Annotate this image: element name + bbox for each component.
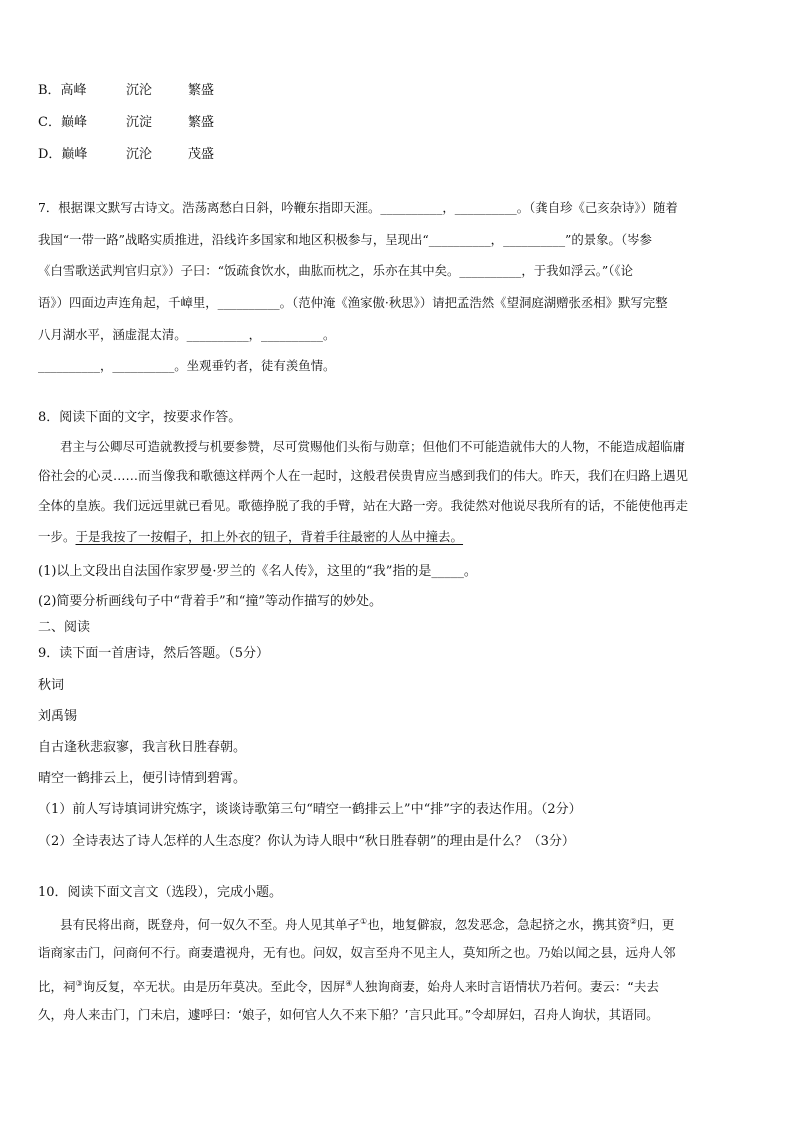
option-d <box>38 146 215 164</box>
q10-text: 也，地复僻寂，忽发恶念，急起挤之水，携其资 <box>367 917 630 933</box>
q8-sub1: (1)以上文段出自法国作家罗曼·罗兰的《名人传》，这里的“我”指的是_____。 <box>38 564 477 579</box>
option-d-word2: 沉沦 <box>126 147 153 162</box>
q10-para-line3 <box>38 975 659 996</box>
poem-line2: 晴空一鹤排云上，便引诗情到碧霄。 <box>38 771 247 786</box>
footnote-marker: ④ <box>345 979 353 988</box>
footnote-marker: ② <box>629 917 637 926</box>
poem-author: 刘禹锡 <box>38 709 78 724</box>
q10-text: 人独询商妻，始舟人来时言语情状乃若何。妻云：“夫去 <box>352 979 659 995</box>
option-c-word3: 繁盛 <box>188 115 215 130</box>
q10-text: 询反复，卒无状。由是历年莫决。至此令，因屏 <box>82 979 346 995</box>
q7-line2: 我国“一带一路”战略实质推进，沿线许多国家和地区积极参与，呈现出“__________，__________”的景象。（岑参 <box>38 232 652 247</box>
q8-para-line1: 君主与公卿尽可造就教授与机要参赞，尽可赏赐他们头衔与勋章；但他们不可能造就伟大的人物，不能造成超临庸 <box>60 439 686 454</box>
q10-text: 县有民将出商，既登舟，何一奴久不至。舟人见其单孑 <box>60 917 361 933</box>
q9-title: 9．读下面一首唐诗，然后答题。（5分） <box>38 646 270 661</box>
q10-para-line4: 久，舟人来击门，门未启，遽呼曰：‘娘子，如何官人久不来下船？’言只此耳。”令却屏妇，召舟人询状，其语同。 <box>38 1007 659 1022</box>
q8-para-start: 一步。 <box>38 529 76 544</box>
q10-para-line2: 诣商家击门，问商何不行。商妻遣视舟，无有也。问奴，奴言至舟不见主人，莫知所之也。乃始以闻之县，远舟人邻 <box>38 945 676 960</box>
q8-sub2: (2)简要分析画线句子中“背着手”和“撞”等动作描写的妙处。 <box>38 594 382 609</box>
option-c-label: C．巅峰 <box>38 115 87 130</box>
q7-line4: 语》）四面边声连角起，千嶂里，__________。（范仲淹《渔家傲·秋思》）请把孟浩然《望洞庭湖赠张丞相》默写完整 <box>38 295 668 310</box>
option-c <box>38 114 215 132</box>
option-b-word3: 繁盛 <box>188 83 215 98</box>
q7-line1: 7．根据课文默写古诗文。浩荡离愁白日斜，吟鞭东指即天涯。__________，__________。（龚自珍《己亥杂诗》）随着 <box>38 200 678 215</box>
q10-text: 归，更 <box>636 917 675 933</box>
option-b-word2: 沉沦 <box>126 83 153 98</box>
option-d-label: D．巅峰 <box>38 147 88 162</box>
q7-line5: 八月湖水平，涵虚混太清。__________，__________。 <box>38 327 336 342</box>
q10-para-line1 <box>60 913 674 934</box>
q10-text: 比，祠 <box>38 979 76 995</box>
option-b-label: B．高峰 <box>38 83 87 98</box>
q7-line6: __________，__________。坐观垂钓者，徒有羡鱼情。 <box>38 358 336 373</box>
option-b <box>38 82 215 100</box>
option-c-word2: 沉淀 <box>126 115 153 130</box>
q8-para-line3: 全体的皇族。我们远远里就已看见。歌德挣脱了我的手臂，站在大路一旁。我徒然对他说尽我所有的话，不能使他再走 <box>38 498 689 513</box>
q8-title: 8．阅读下面的文字，按要求作答。 <box>38 410 242 425</box>
q8-para-line2: 俗社会的心灵……而当像我和歌德这样两个人在一起时，这般君侯贵胄应当感到我们的伟大。昨天，我们在归路上遇见 <box>38 468 689 483</box>
q7-line3: 《白雪歌送武判官归京》）子曰：“饭疏食饮水，曲肱而枕之，乐亦在其中矣。__________，于我如浮云。”（《论 <box>38 263 634 278</box>
section-heading: 二、阅读 <box>38 620 91 635</box>
q9-sub1: （1）前人写诗填词讲究炼字，谈谈诗歌第三句“晴空一鹤排云上”中“排”字的表达作用。（2分） <box>38 802 582 817</box>
option-d-word3: 茂盛 <box>188 147 215 162</box>
q9-sub2: （2）全诗表达了诗人怎样的人生态度？你认为诗人眼中“秋日胜春朝”的理由是什么？（3分） <box>38 834 575 849</box>
footnote-marker: ③ <box>75 979 83 988</box>
poem-line1: 自古逢秋悲寂寥，我言秋日胜春朝。 <box>38 740 247 755</box>
footnote-marker: ① <box>360 917 368 926</box>
q8-underlined-sentence: 于是我按了一按帽子，扣上外衣的钮子，背着手往最密的人丛中撞去。 <box>75 529 464 544</box>
q8-para-line4 <box>38 528 463 546</box>
q10-title: 10．阅读下面文言文（选段），完成小题。 <box>38 885 283 900</box>
poem-title: 秋词 <box>38 678 65 693</box>
